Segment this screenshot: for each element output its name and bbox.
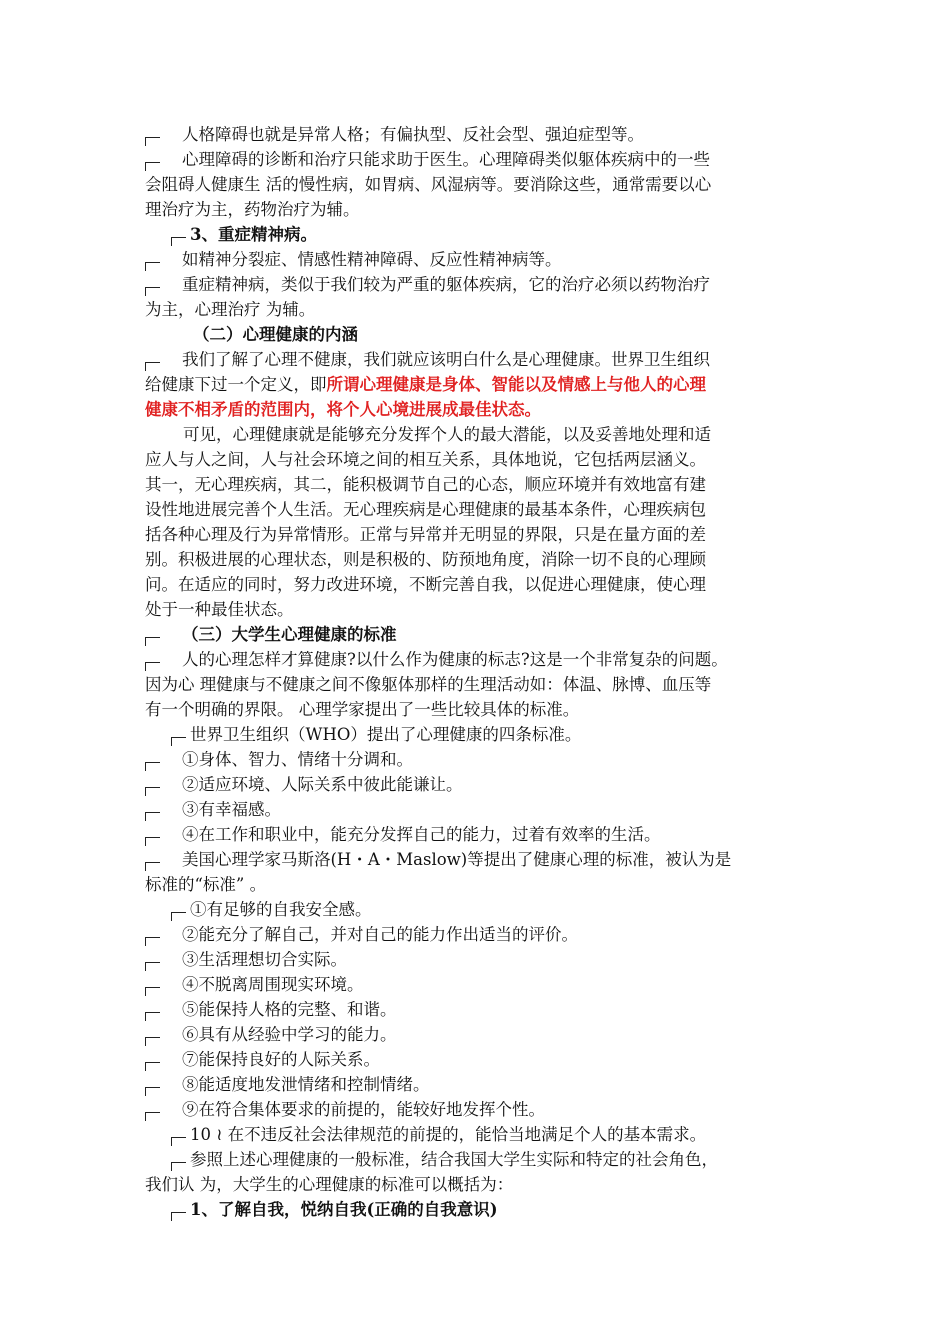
bullet-mark-icon bbox=[145, 762, 160, 771]
paragraph-line: 括各种心理及行为异常情形。正常与异常并无明显的界限，只是在量方面的差 bbox=[145, 525, 706, 544]
paragraph-line: 人的心理怎样才算健康?以什么作为健康的标志?这是一个非常复杂的问题。 bbox=[145, 647, 810, 672]
section-heading: （三）大学生心理健康的标准 bbox=[145, 622, 810, 647]
paragraph-line: 可见，心理健康就是能够充分发挥个人的最大潜能，以及妥善地处理和适 bbox=[183, 425, 711, 444]
list-item: ⑥具有从经验中学习的能力。 bbox=[145, 1022, 810, 1047]
bullet-mark-icon bbox=[145, 1112, 160, 1121]
bullet-mark-icon bbox=[145, 937, 160, 946]
bullet-mark-icon bbox=[145, 987, 160, 996]
bullet-mark-icon bbox=[145, 1062, 160, 1071]
highlight-definition: 所谓心理健康是身体、智能以及情感上与他人的心理 bbox=[326, 375, 706, 394]
bullet-mark-icon bbox=[145, 162, 160, 171]
highlight-definition: 健康不相矛盾的范围内，将个人心境进展成最佳状态。 bbox=[145, 400, 541, 419]
list-item: ⑦能保持良好的人际关系。 bbox=[145, 1047, 810, 1072]
paragraph-line: 因为心 理健康与不健康之间不像躯体那样的生理活动如：体温、脉博、血压等 bbox=[145, 675, 712, 694]
paragraph-line: 理治疗为主，药物治疗为辅。 bbox=[145, 200, 360, 219]
bullet-mark-icon bbox=[145, 362, 160, 371]
section-heading: 3、重症精神病。 bbox=[145, 222, 810, 247]
bullet-mark-icon bbox=[145, 962, 160, 971]
paragraph-line: 参照上述心理健康的一般标准，结合我国大学生实际和特定的社会角色， bbox=[145, 1147, 810, 1172]
bullet-mark-icon bbox=[171, 1212, 186, 1221]
list-item: ①身体、智力、情绪十分调和。 bbox=[145, 747, 810, 772]
list-item: ②能充分了解自己，并对自己的能力作出适当的评价。 bbox=[145, 922, 810, 947]
bullet-mark-icon bbox=[145, 787, 160, 796]
list-item: 10 ≀ 在不违反社会法律规范的前提的，能恰当地满足个人的基本需求。 bbox=[145, 1122, 810, 1147]
paragraph-line: 给健康下过一个定义，即所谓心理健康是身体、智能以及情感上与他人的心理 bbox=[145, 375, 706, 394]
paragraph-line: 我们认 为，大学生的心理健康的标准可以概括为： bbox=[145, 1175, 514, 1194]
bullet-mark-icon bbox=[145, 137, 160, 146]
paragraph-line: 处于一种最佳状态。 bbox=[145, 600, 294, 619]
document-page bbox=[145, 122, 810, 1222]
paragraph-line: 设性地进展完善个人生活。无心理疾病是心理健康的最基本条件，心理疾病包 bbox=[145, 500, 706, 519]
paragraph-line: 有一个明确的界限。 心理学家提出了一些比较具体的标准。 bbox=[145, 700, 580, 719]
bullet-mark-icon bbox=[171, 1137, 186, 1146]
paragraph-line: 为主，心理治疗 为辅。 bbox=[145, 300, 316, 319]
paragraph-line: 会阻碍人健康生 活的慢性病，如胃病、风湿病等。要消除这些，通常需要以心 bbox=[145, 175, 712, 194]
list-item: ③生活理想切合实际。 bbox=[145, 947, 810, 972]
bullet-mark-icon bbox=[145, 662, 160, 671]
paragraph-line: 我们了解了心理不健康，我们就应该明白什么是心理健康。世界卫生组织 bbox=[145, 347, 810, 372]
bullet-mark-icon bbox=[171, 737, 186, 746]
list-intro: 世界卫生组织（WHO）提出了心理健康的四条标准。 bbox=[145, 722, 810, 747]
paragraph-line: 美国心理学家马斯洛(H・A・Maslow)等提出了健康心理的标准，被认为是 bbox=[145, 847, 810, 872]
bullet-mark-icon bbox=[171, 237, 186, 246]
bullet-mark-icon bbox=[145, 637, 160, 646]
list-item: ⑨在符合集体要求的前提的，能较好地发挥个性。 bbox=[145, 1097, 810, 1122]
bullet-mark-icon bbox=[145, 812, 160, 821]
list-item: ⑤能保持人格的完整、和谐。 bbox=[145, 997, 810, 1022]
bullet-mark-icon bbox=[171, 912, 186, 921]
list-item: ⑧能适度地发泄情绪和控制情绪。 bbox=[145, 1072, 810, 1097]
paragraph-line: 重症精神病，类似于我们较为严重的躯体疾病，它的治疗必须以药物治疗 bbox=[145, 272, 810, 297]
paragraph-line: 问。在适应的同时，努力改进环境，不断完善自我，以促进心理健康，使心理 bbox=[145, 575, 706, 594]
list-item: ④不脱离周围现实环境。 bbox=[145, 972, 810, 997]
paragraph-line: 别。积极进展的心理状态，则是积极的、防预地角度，消除一切不良的心理顾 bbox=[145, 550, 706, 569]
bullet-mark-icon bbox=[145, 837, 160, 846]
list-item: ③有幸福感。 bbox=[145, 797, 810, 822]
paragraph-line: 人格障碍也就是异常人格；有偏执型、反社会型、强迫症型等。 bbox=[145, 122, 810, 147]
paragraph-line: 心理障碍的诊断和治疗只能求助于医生。心理障碍类似躯体疾病中的一些 bbox=[145, 147, 810, 172]
bullet-mark-icon bbox=[171, 1162, 186, 1171]
paragraph-line: 如精神分裂症、情感性精神障碍、反应性精神病等。 bbox=[145, 247, 810, 272]
section-heading: 1、了解自我，悦纳自我(正确的自我意识) bbox=[145, 1197, 810, 1222]
list-item: ④在工作和职业中，能充分发挥自己的能力，过着有效率的生活。 bbox=[145, 822, 810, 847]
paragraph-line: 标准的“标准” 。 bbox=[145, 875, 267, 894]
list-item: ①有足够的自我安全感。 bbox=[145, 897, 810, 922]
bullet-mark-icon bbox=[145, 1037, 160, 1046]
bullet-mark-icon bbox=[145, 287, 160, 296]
paragraph-line: 应人与人之间，人与社会环境之间的相互关系，具体地说，它包括两层涵义。 bbox=[145, 450, 706, 469]
section-heading: （二）心理健康的内涵 bbox=[193, 325, 358, 344]
list-item: ②适应环境、人际关系中彼此能谦让。 bbox=[145, 772, 810, 797]
paragraph-line: 其一，无心理疾病，其二，能积极调节自己的心态，顺应环境并有效地富有建 bbox=[145, 475, 706, 494]
bullet-mark-icon bbox=[145, 1087, 160, 1096]
bullet-mark-icon bbox=[145, 1012, 160, 1021]
bullet-mark-icon bbox=[145, 862, 160, 871]
bullet-mark-icon bbox=[145, 262, 160, 271]
